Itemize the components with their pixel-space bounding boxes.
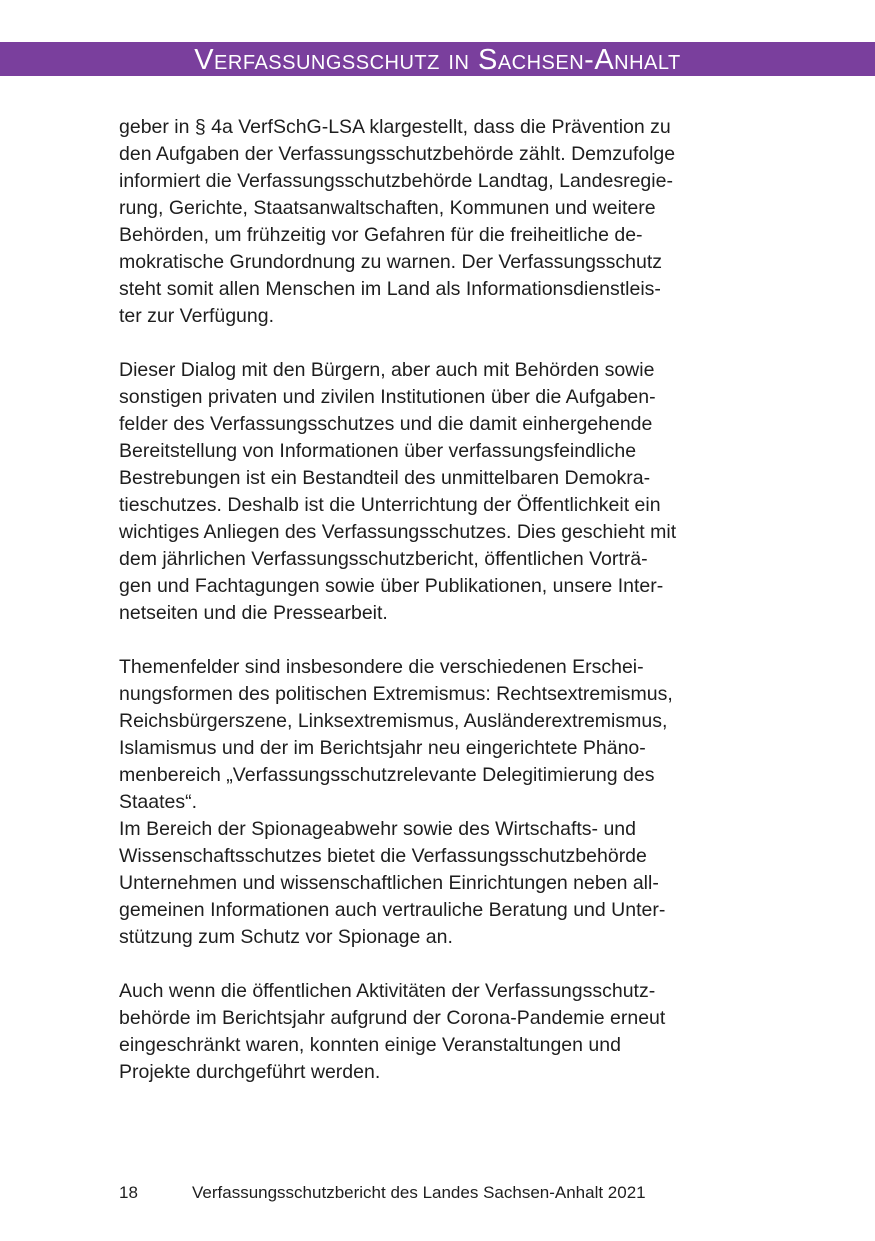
text-line: Auch wenn die öffentlichen Aktivitäten der Verfassungsschutz- xyxy=(119,980,656,1002)
text-line: eingeschränkt waren, konnten einige Veranstaltungen und xyxy=(119,1034,621,1056)
text-line: ter zur Verfügung. xyxy=(119,305,275,327)
text-line: informiert die Verfassungsschutzbehörde Landtag, Landesregie- xyxy=(119,170,673,192)
text-line: Unternehmen und wissenschaftlichen Einrichtungen neben all- xyxy=(119,872,659,894)
text-line: felder des Verfassungsschutzes und die damit einhergehende xyxy=(119,413,653,435)
body-text xyxy=(119,114,759,1113)
page-header-title: Verfassungsschutz in Sachsen-Anhalt xyxy=(194,44,681,76)
text-line: gen und Fachtagungen sowie über Publikationen, unsere Inter- xyxy=(119,575,664,597)
text-line: mokratische Grundordnung zu warnen. Der Verfassungsschutz xyxy=(119,251,663,273)
text-line: tieschutzes. Deshalb ist die Unterrichtung der Öffentlichkeit ein xyxy=(119,494,661,516)
text-line: Projekte durchgeführt werden. xyxy=(119,1061,381,1083)
text-line: Reichsbürgerszene, Linksextremismus, Ausländerextremismus, xyxy=(119,710,668,732)
text-line: Themenfelder sind insbesondere die verschiedenen Erschei- xyxy=(119,656,644,678)
text-line: Im Bereich der Spionageabwehr sowie des Wirtschafts- und xyxy=(119,818,636,840)
text-line: wichtiges Anliegen des Verfassungsschutzes. Dies geschieht mit xyxy=(119,521,677,543)
text-line: Dieser Dialog mit den Bürgern, aber auch mit Behörden sowie xyxy=(119,359,655,381)
paragraph-dialog xyxy=(119,357,759,627)
footer-title: Verfassungsschutzbericht des Landes Sachsen-Anhalt 2021 xyxy=(192,1183,646,1202)
text-line: dem jährlichen Verfassungsschutzbericht, öffentlichen Vorträ- xyxy=(119,548,648,570)
header-band xyxy=(0,42,875,76)
text-line: behörde im Berichtsjahr aufgrund der Corona-Pandemie erneut xyxy=(119,1007,666,1029)
text-line: sonstigen privaten und zivilen Institutionen über die Aufgaben- xyxy=(119,386,656,408)
paragraph-activities xyxy=(119,978,759,1086)
text-line: Bestrebungen ist ein Bestandteil des unmittelbaren Demokra- xyxy=(119,467,651,489)
paragraph-espionage xyxy=(119,816,759,951)
text-line: gemeinen Informationen auch vertrauliche Beratung und Unter- xyxy=(119,899,666,921)
text-line: Bereitstellung von Informationen über verfassungsfeindliche xyxy=(119,440,637,462)
text-line: Staates“. xyxy=(119,791,198,813)
text-line: stützung zum Schutz vor Spionage an. xyxy=(119,926,453,948)
text-line: den Aufgaben der Verfassungsschutzbehörde zählt. Demzufolge xyxy=(119,143,676,165)
text-line: menbereich „Verfassungsschutzrelevante Delegitimierung des xyxy=(119,764,655,786)
text-line: geber in § 4a VerfSchG-LSA klargestellt, dass die Prävention zu xyxy=(119,116,671,138)
paragraph-prevention xyxy=(119,114,759,330)
text-line: Wissenschaftsschutzes bietet die Verfassungsschutzbehörde xyxy=(119,845,647,867)
text-line: nungsformen des politischen Extremismus: Rechtsextremismus, xyxy=(119,683,673,705)
paragraph-themes xyxy=(119,654,759,816)
text-line: steht somit allen Menschen im Land als Informationsdienstleis- xyxy=(119,278,661,300)
text-line: netseiten und die Pressearbeit. xyxy=(119,602,388,624)
page-number: 18 xyxy=(119,1183,138,1202)
page-footer xyxy=(119,1182,646,1204)
text-line: rung, Gerichte, Staatsanwaltschaften, Kommunen und weitere xyxy=(119,197,656,219)
text-line: Islamismus und der im Berichtsjahr neu eingerichtete Phäno- xyxy=(119,737,646,759)
text-line: Behörden, um frühzeitig vor Gefahren für die freiheitliche de- xyxy=(119,224,643,246)
